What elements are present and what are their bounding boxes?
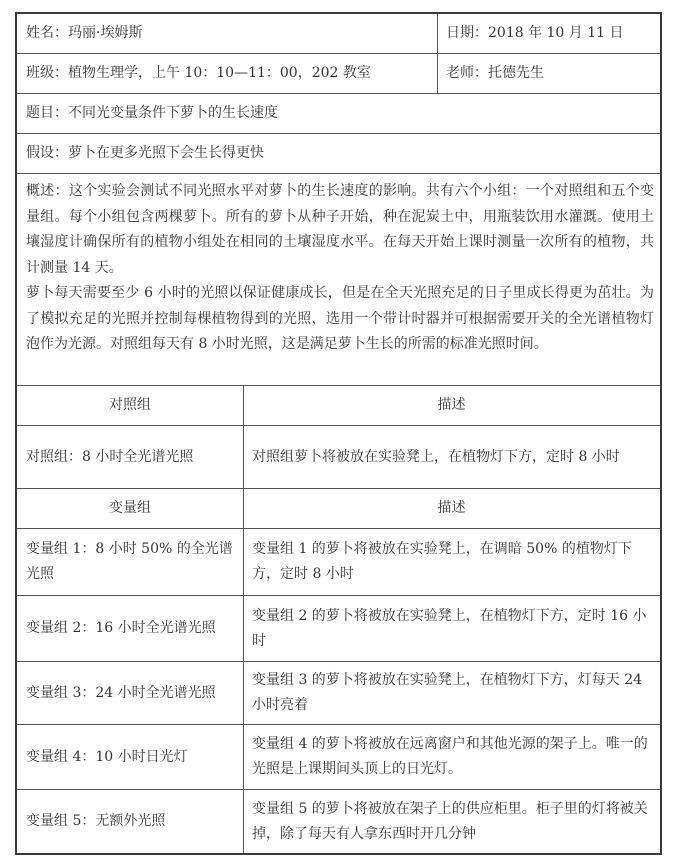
variable-group-name: 变量组 1：8 小时 50% 的全光谱光照 [26,541,233,582]
control-group-header: 对照组 [109,397,151,413]
variable-description-header: 描述 [437,500,466,516]
table-row [17,596,660,662]
variable-group-description: 变量组 3 的萝卜将被放在实验凳上，在植物灯下方，灯每天 24 小时亮着 [252,672,643,713]
date-field: 日期：2018 年 10 月 11 日 [446,25,624,41]
control-table-header [17,386,660,426]
table-row [17,426,660,489]
name-date-row [17,14,660,54]
variable-group-description: 变量组 1 的萝卜将被放在实验凳上，在调暗 50% 的植物灯下方，定时 8 小时 [252,541,632,582]
variable-group-header: 变量组 [109,500,151,516]
hypothesis-field: 假设：萝卜在更多光照下会生长得更快 [26,145,264,161]
lab-report-sheet [15,12,662,855]
variable-table-header [17,489,660,529]
control-group-description: 对照组萝卜将被放在实验凳上，在植物灯下方，定时 8 小时 [252,448,620,465]
overview-text [26,179,654,358]
overview-paragraph-2: 萝卜每天需要至少 6 小时的光照以保证健康成长，但是在全天光照充足的日子里成长得更为茁壮。为了模拟充足的光照并控制每棵植物得到的光照，选用一个带计时器并可根据需要开关的全光谱植物灯泡作为光源。对照组每天有 8 小时光照，这是满足萝卜生长的所需的标准光照时间。 [26,285,654,352]
variable-group-name: 变量组 2：16 小时全光谱光照 [26,620,216,636]
name-field: 姓名：玛丽·埃姆斯 [26,25,143,41]
table-row [17,790,660,853]
hypothesis-row [17,134,660,174]
control-group-name: 对照组：8 小时全光谱光照 [26,448,194,465]
class-field: 班级：植物生理学，上午 10：10—11：00，202 教室 [26,65,371,81]
overview-row [17,174,660,386]
class-teacher-row [17,54,660,94]
table-row [17,725,660,790]
table-row [17,529,660,596]
variable-group-name: 变量组 5：无额外光照 [26,813,166,829]
variable-group-description: 变量组 5 的萝卜将被放在架子上的供应柜里。柜子里的灯将被关掉，除了每天有人拿东西时开几分钟 [252,800,648,842]
variable-group-description: 变量组 4 的萝卜将被放在远离窗户和其他光源的架子上。唯一的光照是上课期间头顶上的日光灯。 [252,736,648,777]
variable-group-name: 变量组 3：24 小时全光谱光照 [26,684,216,701]
variable-group-description: 变量组 2 的萝卜将被放在实验凳上，在植物灯下方，定时 16 小时 [252,607,647,649]
table-row [17,662,660,725]
variable-group-name: 变量组 4：10 小时日光灯 [26,748,188,765]
teacher-field: 老师：托德先生 [446,65,544,81]
overview-paragraph-1: 概述：这个实验会测试不同光照水平对萝卜的生长速度的影响。共有六个小组：一个对照组和五个变量组。每个小组包含两棵萝卜。所有的萝卜从种子开始，种在泥炭土中，用瓶装饮用水灌溉。使用土壤湿度计确保所有的植物小组处在相同的土壤湿度水平。在每天开始上课时测量一次所有的植物，共计测量 14 天。 [26,183,654,276]
title-field: 题目：不同光变量条件下萝卜的生长速度 [26,105,278,121]
title-row [17,94,660,134]
control-description-header: 描述 [437,397,466,413]
